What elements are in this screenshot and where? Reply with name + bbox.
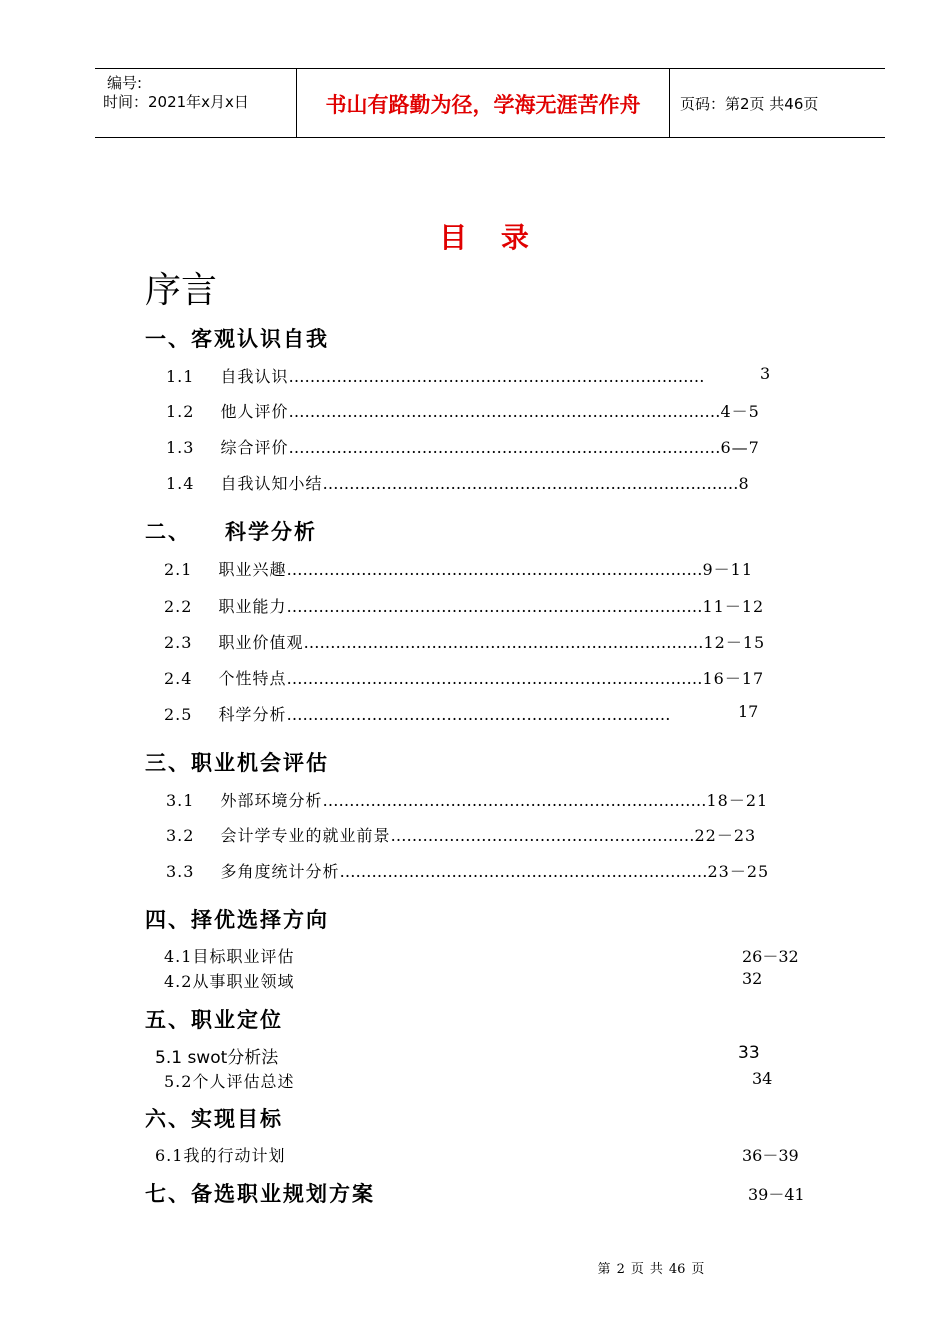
- preface-heading: 序言: [145, 270, 218, 311]
- toc-title: 目 录: [439, 221, 541, 254]
- entry-label: 职业兴趣: [218, 560, 287, 579]
- entry-label: 综合评价: [220, 438, 289, 457]
- section-title: 科学分析: [225, 520, 317, 544]
- entry-number: 1.4: [166, 474, 195, 493]
- entry-label: 自我认识: [220, 367, 289, 386]
- footer-text: 第: [597, 1262, 611, 1277]
- entry-label: 自我认知小结: [220, 474, 323, 493]
- leader-dots: …………………………………………………………………: [303, 633, 704, 652]
- section-heading: 七、备选职业规划方案: [145, 1182, 375, 1206]
- entry-number: 2.5: [164, 705, 193, 724]
- entry-label: 职业能力: [218, 597, 287, 616]
- entry-page: 36－39: [742, 1146, 799, 1165]
- toc-entry[interactable]: [164, 702, 670, 725]
- toc-entry[interactable]: 4.2从事职业领域: [164, 972, 295, 991]
- header-info-cell: [95, 69, 297, 137]
- entry-page: 9－11: [702, 560, 754, 579]
- entry-label: 职业价值观: [218, 633, 304, 652]
- entry-page: 11－12: [702, 597, 765, 616]
- toc-entry[interactable]: [166, 788, 768, 811]
- entry-page: 16－17: [702, 669, 765, 688]
- entry-page: 18－21: [706, 791, 769, 810]
- section-heading: 三、职业机会评估: [145, 751, 329, 775]
- entry-page: 23－25: [707, 862, 770, 881]
- entry-label: 个性特点: [218, 669, 287, 688]
- entry-page: 39－41: [748, 1185, 805, 1204]
- entry-page: 4－5: [720, 402, 760, 421]
- entry-label: 外部环境分析: [220, 791, 323, 810]
- leader-dots: ………………………………………………………………………: [288, 402, 721, 421]
- toc-entry[interactable]: 6.1我的行动计划: [155, 1146, 286, 1165]
- leader-dots: ……………………………………………………………: [339, 862, 708, 881]
- toc-entry[interactable]: [166, 399, 760, 422]
- entry-number: 3.2: [166, 826, 195, 845]
- leader-dots: ……………………………………………………………………: [288, 367, 705, 386]
- date-label: 时间：2021年x月x日: [103, 93, 249, 111]
- header-page-label: 页码：第2页 共46页: [680, 95, 819, 113]
- entry-page: 3: [760, 364, 771, 383]
- entry-number: 1.2: [166, 402, 195, 421]
- entry-page: 22－23: [694, 826, 757, 845]
- toc-entry[interactable]: 5.1 swot分析法: [155, 1048, 279, 1068]
- entry-page: 34: [752, 1069, 773, 1088]
- entry-number: 1.1: [166, 367, 195, 386]
- header-page-cell: [670, 69, 885, 137]
- section-heading: 一、客观认识自我: [145, 327, 329, 351]
- document-header: [95, 68, 885, 138]
- entry-page: 6—7: [720, 438, 760, 457]
- entry-number: 2.4: [164, 669, 193, 688]
- leader-dots: ……………………………………………………………………: [286, 597, 703, 616]
- leader-dots: ……………………………………………………………………: [286, 560, 703, 579]
- toc-entry[interactable]: [164, 666, 764, 689]
- footer-text: 页: [630, 1262, 644, 1277]
- page-footer: [0, 1258, 950, 1277]
- toc-entry[interactable]: [166, 859, 769, 882]
- entry-label: 会计学专业的就业前景: [220, 826, 391, 845]
- entry-number: 2.1: [164, 560, 193, 579]
- header-motto-cell: [297, 69, 670, 137]
- toc-entry[interactable]: [166, 471, 750, 494]
- leader-dots: ……………………………………………………………………: [322, 474, 739, 493]
- leader-dots: …………………………………………………: [390, 826, 695, 845]
- entry-label: 他人评价: [220, 402, 289, 421]
- entry-number: 2.3: [164, 633, 193, 652]
- entry-page: 8: [738, 474, 750, 493]
- entry-label: 科学分析: [218, 705, 287, 724]
- entry-number: 1.3: [166, 438, 195, 457]
- toc-entry[interactable]: [166, 364, 704, 387]
- footer-text: 页: [691, 1262, 705, 1277]
- entry-number: 3.1: [166, 791, 195, 810]
- leader-dots: ………………………………………………………………: [322, 791, 707, 810]
- entry-number: 2.2: [164, 597, 193, 616]
- entry-page: 33: [738, 1043, 760, 1063]
- motto: 书山有路勤为径，学海无涯苦作舟: [325, 93, 641, 117]
- toc-entry[interactable]: 4.1目标职业评估: [164, 947, 295, 966]
- footer-text: 共: [649, 1262, 663, 1277]
- section-heading: 六、实现目标: [145, 1107, 283, 1131]
- toc-entry[interactable]: [164, 557, 753, 580]
- entry-page: 12－15: [703, 633, 766, 652]
- entry-number: 3.3: [166, 862, 195, 881]
- section-heading: [145, 516, 317, 546]
- footer-page-number: 2: [616, 1262, 625, 1277]
- toc-entry[interactable]: [164, 594, 764, 617]
- entry-label: 多角度统计分析: [220, 862, 340, 881]
- toc-entry[interactable]: [164, 630, 765, 653]
- leader-dots: ………………………………………………………………………: [288, 438, 721, 457]
- footer-total-pages: 46: [668, 1262, 686, 1277]
- toc-entry[interactable]: [166, 435, 760, 458]
- toc-entry[interactable]: 5.2个人评估总述: [164, 1072, 295, 1091]
- leader-dots: ………………………………………………………………: [286, 705, 671, 724]
- number-label: 编号:: [107, 74, 143, 92]
- toc-entry[interactable]: [166, 823, 756, 846]
- entry-page: 26－32: [742, 947, 799, 966]
- entry-page: 17: [738, 702, 759, 721]
- section-heading: 五、职业定位: [145, 1008, 283, 1032]
- section-heading: 四、择优选择方向: [145, 908, 329, 932]
- leader-dots: ……………………………………………………………………: [286, 669, 703, 688]
- section-number: 二、: [145, 520, 191, 544]
- entry-page: 32: [742, 969, 763, 988]
